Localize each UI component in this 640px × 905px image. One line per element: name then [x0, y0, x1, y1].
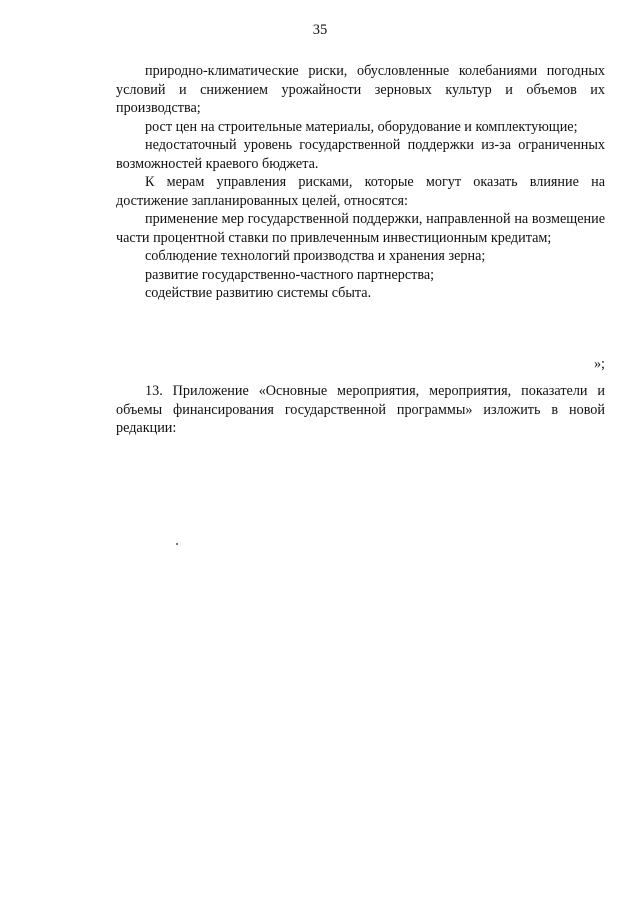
- scan-speck: [176, 543, 178, 545]
- paragraph-insufficient-support: недостаточный уровень государственной поддержки из-за ограниченных возможностей краевого бюджета.: [116, 137, 605, 172]
- paragraph-price-growth: рост цен на строительные материалы, оборудование и комплектующие;: [145, 118, 578, 135]
- risk-section: [116, 62, 605, 303]
- page-number: 35: [312, 22, 328, 38]
- paragraph-state-support-measure: применение мер государственной поддержки, направленной на возмещение части процентной ставки по привлеченным инвестиционным кредитам;: [116, 211, 605, 246]
- closing-quote-mark: »;: [593, 356, 605, 372]
- paragraph-climate-risks: природно-климатические риски, обусловленные колебаниями погодных условий и снижением урожайности зерновых культур и объемов их производства;: [116, 63, 605, 116]
- paragraph-risk-measures-intro: К мерам управления рисками, которые могут оказать влияние на достижение запланированных целей, относятся:: [116, 174, 605, 209]
- paragraph-item-13: 13. Приложение «Основные мероприятия, мероприятия, показатели и объемы финансирования государственной программы» изложить в новой редакции:: [116, 383, 605, 436]
- paragraph-technology-compliance: соблюдение технологий производства и хранения зерна;: [145, 248, 486, 264]
- paragraph-public-private-partnership: развитие государственно-частного партнерства;: [145, 266, 435, 283]
- paragraph-sales-system: содействие развитию системы сбыта.: [145, 285, 372, 301]
- amendment-section: [116, 382, 605, 438]
